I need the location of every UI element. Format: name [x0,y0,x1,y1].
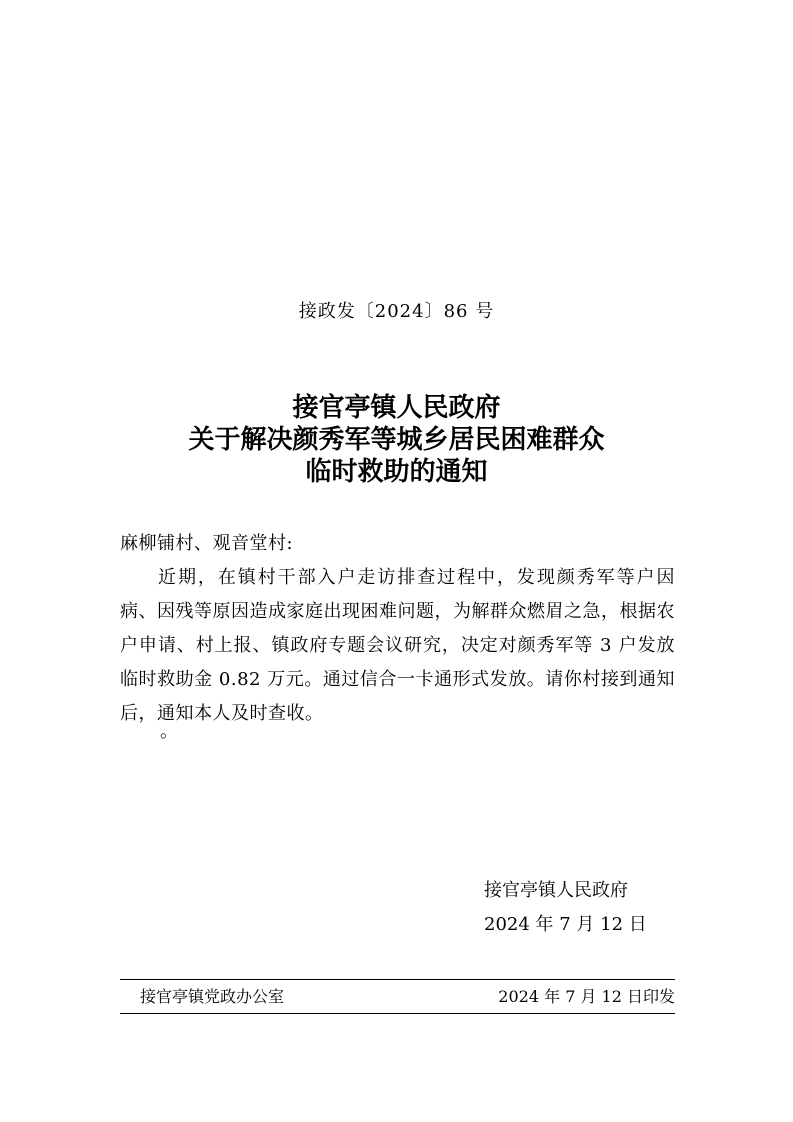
document-title [0,392,793,488]
document-body [120,527,675,731]
stray-punctuation: 。 [160,721,178,742]
title-line-3: 临时救助的通知 [305,457,488,487]
signature-date: 2024 年 7 月 12 日 [484,914,647,935]
footer-top-rule [120,979,675,980]
signature-block [484,874,647,942]
title-line-2: 关于解决颜秀军等城乡居民困难群众 [188,425,605,455]
title-line-1: 接官亭镇人民政府 [292,393,501,423]
footer-bottom-rule [120,1013,675,1014]
salutation: 麻柳铺村、观音堂村: [120,533,294,554]
footer-print-date: 2024 年 7 月 12 日印发 [498,987,675,1006]
signature-org: 接官亭镇人民政府 [484,880,628,901]
document-number: 接政发〔2024〕86 号 [298,301,495,322]
body-paragraph: 近期，在镇村干部入户走访排查过程中，发现颜秀军等户因病、因残等原因造成家庭出现困难问题，为解群众燃眉之急，根据农户申请、村上报、镇政府专题会议研究，决定对颜秀军等 3 户发放临时救助金 0.82 万元。通过信合一卡通形式发放。请你村接到通知后，通知本人及时查收。 [120,567,675,724]
footer-issuer: 接官亭镇党政办公室 [140,987,285,1006]
